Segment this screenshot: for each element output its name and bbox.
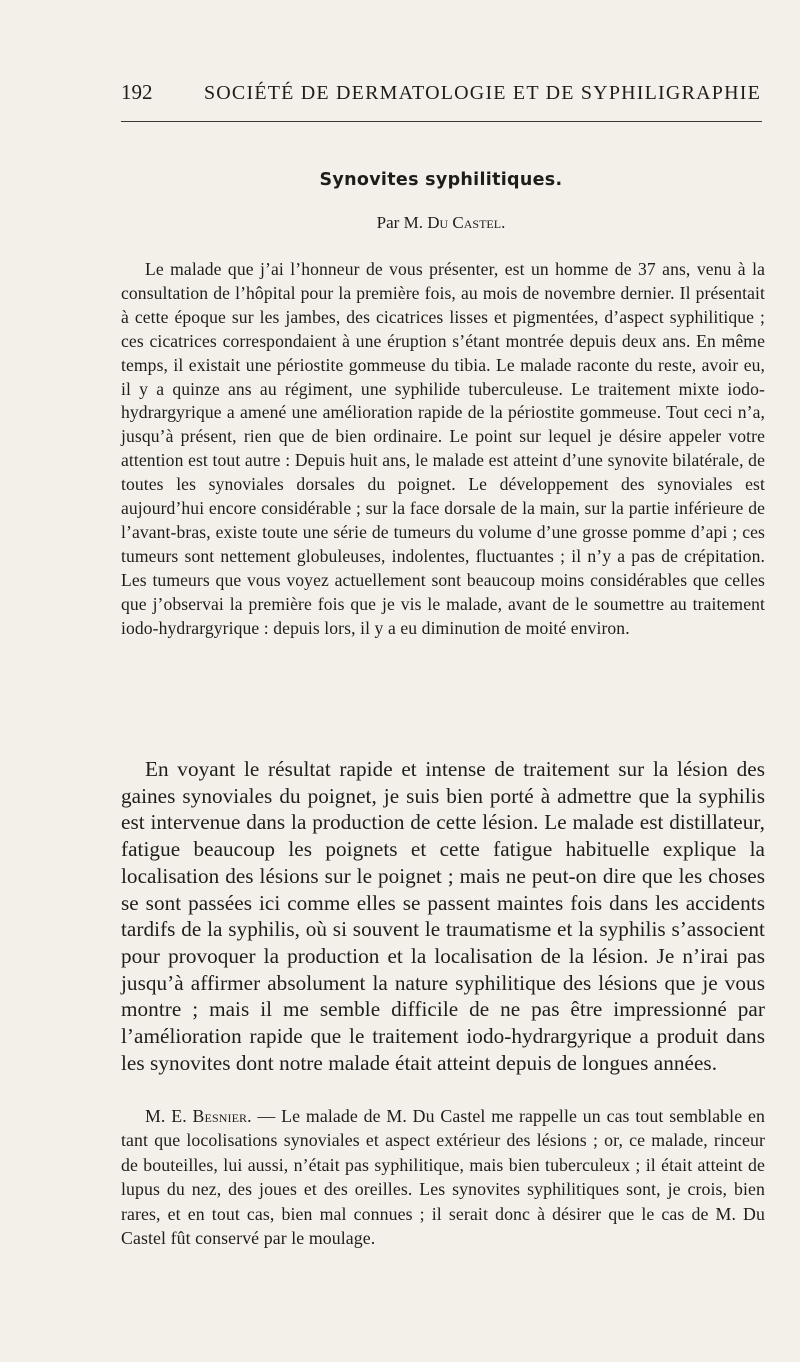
besnier-comment-text: — Le malade de M. Du Castel me rappelle un cas tout semblable en tant que locolisations synoviales et aspect extérieur des lésions ; or, ce malade, rinceur de bouteilles, lui aussi, n’était pas syphilitique, mais bien tuberculeux ; il était atteint de lupus du nez, des joues et des oreilles. Les synovites syphilitiques sont, je crois, bien rares, et en tout cas, bien mal connues ; il serait donc à désirer que le cas de M. Du Castel fût conservé par le moulage. xyxy=(121,1106,765,1249)
header-rule xyxy=(121,121,762,122)
author-name: Du Castel. xyxy=(427,213,506,232)
running-head-title: SOCIÉTÉ DE DERMATOLOGIE ET DE SYPHILIGRAPHIE xyxy=(203,82,761,104)
speaker-name: M. E. Besnier. xyxy=(145,1106,252,1126)
paragraph-besnier-comment xyxy=(121,1104,765,1250)
paragraph-discussion: En voyant le résultat rapide et intense de traitement sur la lésion des gaines synoviales du poignet, je suis bien porté à admettre que la syphilis est intervenue dans la production de cette lésion. Le malade est distillateur, fatigue beaucoup les poignets et cette fatigue habituelle explique la localisation des lésions sur le poignet ; mais ne peut-on dire que les choses se sont passées ici comme elles se passent maintes fois dans les accidents tardifs de la syphilis, où si souvent le traumatisme et la syphilis s’associent pour provoquer la production et la localisation de la lésion. Je n’irai pas jusqu’à affirmer absolument la nature syphilitique des lésions que je vous montre ; mais il me semble difficile de ne pas être impressionné par l’amélioration rapide que le traitement iodo-hydrargyrique a produit dans les synovites dont notre malade était atteint depuis de longues années. xyxy=(121,757,765,1075)
running-head xyxy=(121,80,761,105)
byline-prefix: Par M. xyxy=(376,213,428,232)
article-title: Synovites syphilitiques. xyxy=(319,170,563,190)
paragraph-case-description: Le malade que j’ai l’honneur de vous présenter, est un homme de 37 ans, venu à la consultation de l’hôpital pour la première fois, au mois de novembre dernier. Il présentait à cette époque sur les jambes, des cicatrices lisses et pigmentées, d’aspect syphilitique ; ces cicatrices correspondaient à une éruption s’étant montrée depuis deux ans. En même temps, il existait une périostite gommeuse du tibia. Le malade raconte du reste, avoir eu, il y a quinze ans au régiment, une syphilide tuberculeuse. Le traitement mixte iodo-hydrargyrique a amené une amélioration rapide de la périostite gommeuse. Tout ceci n’a, jusqu’à présent, rien que de bien ordinaire. Le point sur lequel je désire appeler votre attention est tout autre : Depuis huit ans, le malade est atteint d’une synovite bilatérale, de toutes les synoviales dorsales du poignet. Le développement des synoviales est aujourd’hui encore considérable ; sur la face dorsale de la main, sur la partie inférieure de l’avant-bras, existe toute une série de tumeurs du volume d’une grosse pomme d’api ; ces tumeurs sont nettement globuleuses, indolentes, fluctuantes ; il n’y a pas de crépitation. Les tumeurs que vous voyez actuellement sont beaucoup moins considérables que celles que j’observai la première fois que je vis le malade, avant de le soumettre au traitement iodo-hydrargyrique : depuis lors, il y a eu diminution de moité environ. xyxy=(121,259,765,638)
byline xyxy=(121,213,761,233)
page-number: 192 xyxy=(121,80,153,104)
